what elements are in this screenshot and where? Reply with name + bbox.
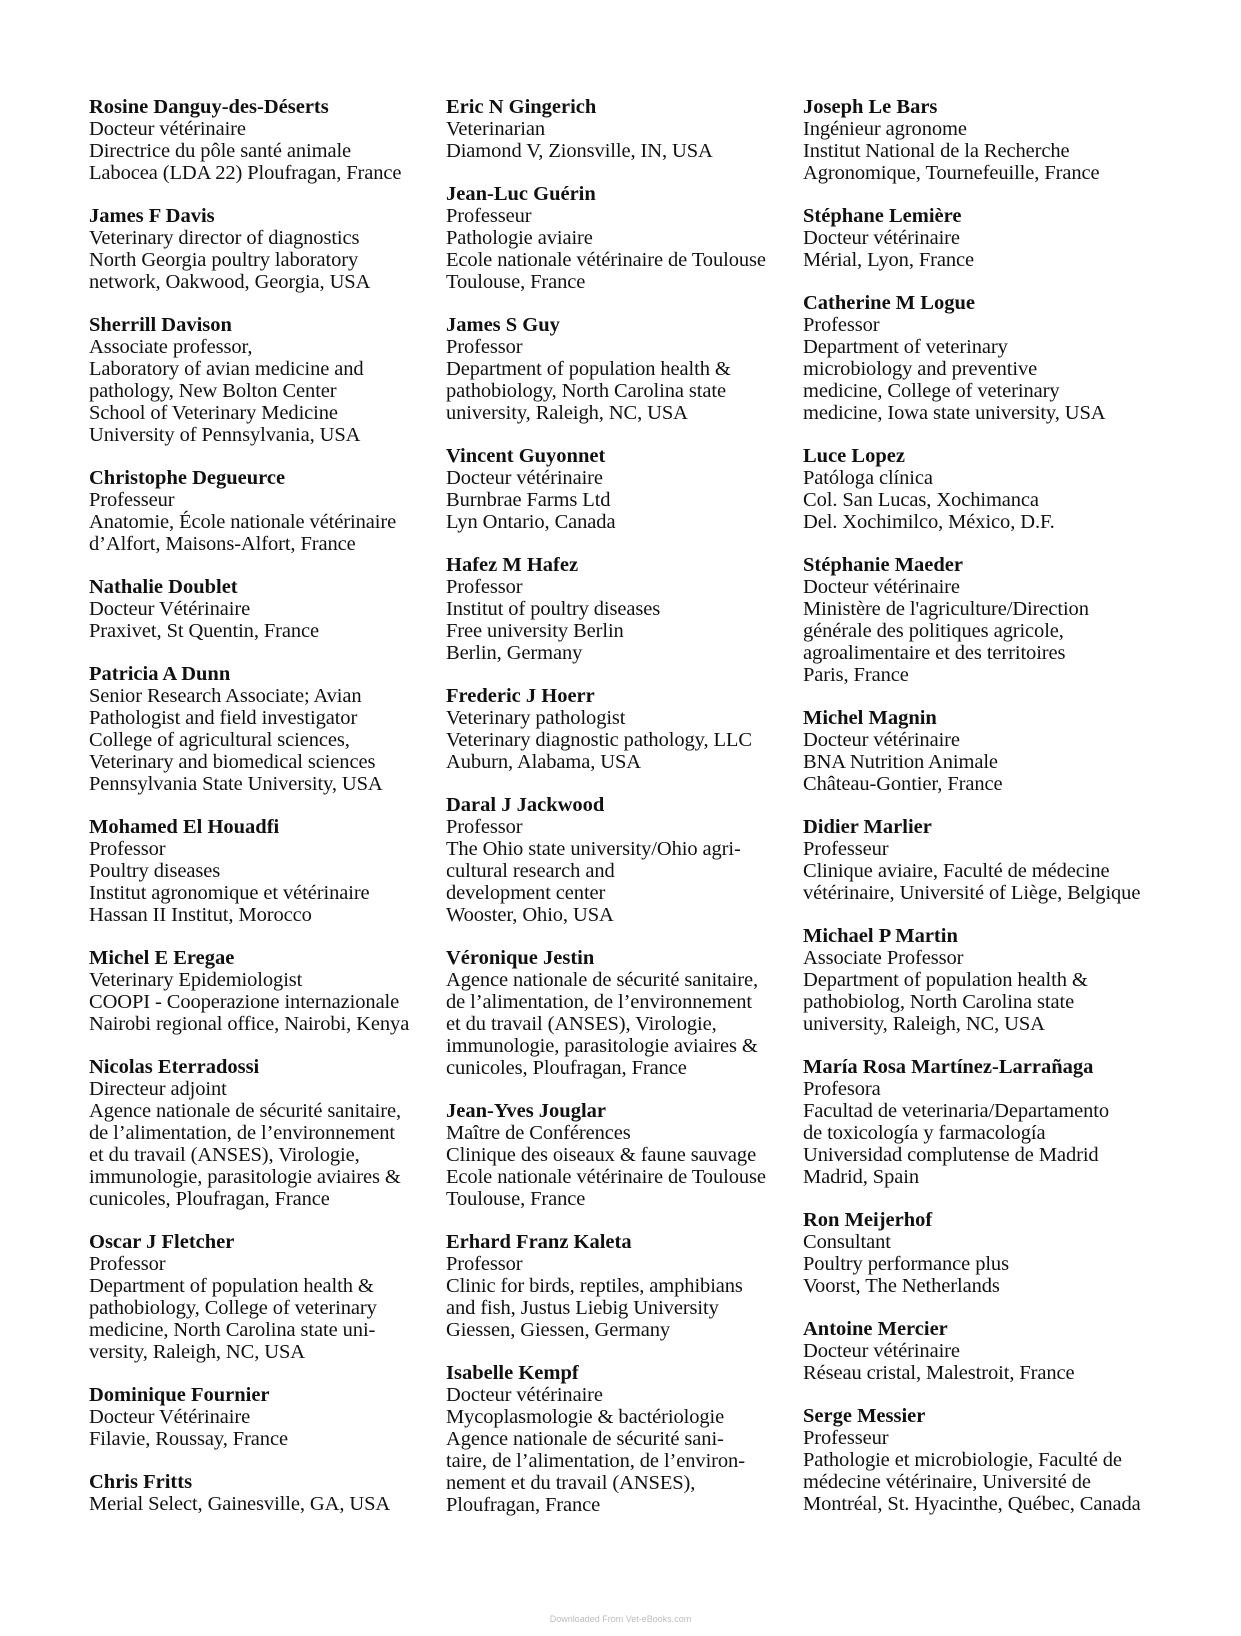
contributor-affiliation-line: Pathologist and field investigator [89,707,358,729]
contributor-name: Antoine Mercier [803,1318,948,1340]
contributor-affiliation-line: cunicoles, Ploufragan, France [446,1057,687,1079]
contributor-affiliation-line: microbiology and preventive [803,358,1038,380]
contributor-affiliation-line: de l’alimentation, de l’environnement [446,991,752,1013]
contributor-entry [89,1056,434,1210]
contributor-name: Michel Magnin [803,707,937,729]
contributor-affiliation-line: d’Alfort, Maisons-Alfort, France [89,533,356,555]
contributor-affiliation-line: agroalimentaire et des territoires [803,642,1066,664]
contributor-affiliation-line: Institut National de la Recherche [803,140,1070,162]
contributor-entry [89,816,434,926]
contributor-affiliation-line: Docteur vétérinaire [446,467,603,489]
contributor-affiliation-line: Facultad de veterinaria/Departamento [803,1100,1110,1122]
contributor-entry [446,685,791,773]
contributor-entry [803,707,1148,795]
contributor-name: Isabelle Kempf [446,1362,579,1384]
contributor-affiliation-line: Montréal, St. Hyacinthe, Québec, Canada [803,1493,1141,1515]
contributor-affiliation-line: Professeur [446,205,532,227]
contributor-name: James F Davis [89,205,215,227]
contributor-affiliation-line: Labocea (LDA 22) Ploufragan, France [89,162,402,184]
contributor-name: Erhard Franz Kaleta [446,1231,632,1253]
contributor-entry [446,794,791,926]
contributor-entry [446,183,791,293]
contributor-affiliation-line: Pathologie et microbiologie, Faculté de [803,1449,1122,1471]
contributor-affiliation-line: Consultant [803,1231,891,1253]
contributor-entry [89,205,434,293]
contributor-entry [89,467,434,555]
contributor-affiliation-line: Professor [803,314,880,336]
contributors-column-2 [446,96,791,1537]
contributor-affiliation-line: de l’alimentation, de l’environnement [89,1122,395,1144]
contributor-affiliation-line: Agence nationale de sécurité sanitaire, [89,1100,401,1122]
contributor-affiliation-line: Professor [89,1253,166,1275]
contributor-entry [89,663,434,795]
contributor-affiliation-line: taire, de l’alimentation, de l’environ- [446,1450,745,1472]
contributor-affiliation-line: Directrice du pôle santé animale [89,140,352,162]
contributor-affiliation-line: Ministère de l'agriculture/Direction [803,598,1089,620]
contributor-affiliation-line: Institut of poultry diseases [446,598,661,620]
contributor-affiliation-line: Docteur Vétérinaire [89,598,251,620]
contributor-entry [89,96,434,184]
contributor-name: Luce Lopez [803,445,905,467]
contributor-entry [803,925,1148,1035]
contributor-affiliation-line: Wooster, Ohio, USA [446,904,614,926]
contributor-affiliation-line: Réseau cristal, Malestroit, France [803,1362,1075,1384]
contributor-affiliation-line: School of Veterinary Medicine [89,402,338,424]
contributor-affiliation-line: Veterinary diagnostic pathology, LLC [446,729,752,751]
contributor-affiliation-line: pathology, New Bolton Center [89,380,337,402]
contributor-affiliation-line: Associate Professor [803,947,964,969]
contributor-affiliation-line: North Georgia poultry laboratory [89,249,359,271]
contributor-affiliation-line: network, Oakwood, Georgia, USA [89,271,371,293]
contributor-affiliation-line: Professor [89,838,166,860]
contributor-affiliation-line: Docteur vétérinaire [803,729,960,751]
contributor-affiliation-line: Del. Xochimilco, México, D.F. [803,511,1055,533]
contributor-affiliation-line: Auburn, Alabama, USA [446,751,642,773]
contributor-affiliation-line: Directeur adjoint [89,1078,227,1100]
contributor-affiliation-line: nement et du travail (ANSES), [446,1472,696,1494]
contributor-name: Véronique Jestin [446,947,595,969]
contributor-affiliation-line: Associate professor, [89,336,253,358]
contributor-affiliation-line: Department of population health & [803,969,1088,991]
contributor-entry [803,96,1148,184]
contributor-affiliation-line: Ingénieur agronome [803,118,967,140]
contributor-name: Oscar J Fletcher [89,1231,235,1253]
contributor-affiliation-line: Berlin, Germany [446,642,583,664]
contributor-affiliation-line: Docteur vétérinaire [89,118,246,140]
contributor-name: María Rosa Martínez-Larrañaga [803,1056,1094,1078]
contributor-entry [803,1209,1148,1297]
contributor-affiliation-line: et du travail (ANSES), Virologie, [89,1144,360,1166]
contributor-affiliation-line: Col. San Lucas, Xochimanca [803,489,1039,511]
contributor-affiliation-line: and fish, Justus Liebig University [446,1297,719,1319]
contributor-affiliation-line: immunologie, parasitologie aviaires & [446,1035,758,1057]
contributor-affiliation-line: Clinique des oiseaux & faune sauvage [446,1144,757,1166]
contributor-entry [89,1471,434,1515]
contributor-name: Christophe Degueurce [89,467,286,489]
contributor-name: Ron Meijerhof [803,1209,933,1231]
contributor-affiliation-line: Voorst, The Netherlands [803,1275,1000,1297]
contributor-affiliation-line: Pathologie aviaire [446,227,593,249]
contributor-name: Jean-Luc Guérin [446,183,596,205]
contributor-entry [803,1405,1148,1515]
contributor-name: Stéphane Lemière [803,205,962,227]
contributor-affiliation-line: Veterinary director of diagnostics [89,227,360,249]
contributor-entry [446,1231,791,1341]
contributor-name: Michel E Eregae [89,947,235,969]
contributor-name: Joseph Le Bars [803,96,938,118]
contributor-affiliation-line: versity, Raleigh, NC, USA [89,1341,305,1363]
contributor-name: Patricia A Dunn [89,663,231,685]
contributor-affiliation-line: Clinique aviaire, Faculté de médecine [803,860,1110,882]
contributor-affiliation-line: The Ohio state university/Ohio agri- [446,838,741,860]
contributor-affiliation-line: Professeur [803,1427,889,1449]
contributor-affiliation-line: Veterinary and biomedical sciences [89,751,376,773]
contributor-affiliation-line: Paris, France [803,664,909,686]
contributor-affiliation-line: Patóloga clínica [803,467,933,489]
contributor-affiliation-line: Free university Berlin [446,620,624,642]
contributor-affiliation-line: medicine, North Carolina state uni- [89,1319,376,1341]
contributor-affiliation-line: médecine vétérinaire, Université de [803,1471,1091,1493]
contributor-affiliation-line: Toulouse, France [446,1188,586,1210]
contributor-affiliation-line: Ploufragan, France [446,1494,601,1516]
contributor-entry [803,205,1148,271]
contributor-entry [89,314,434,446]
contributor-entry [89,947,434,1035]
contributor-affiliation-line: development center [446,882,606,904]
contributor-affiliation-line: Professeur [803,838,889,860]
contributor-entry [803,292,1148,424]
contributor-affiliation-line: Veterinary pathologist [446,707,626,729]
contributor-affiliation-line: Docteur vétérinaire [446,1384,603,1406]
contributor-affiliation-line: Diamond V, Zionsville, IN, USA [446,140,713,162]
contributor-affiliation-line: pathobiology, North Carolina state [446,380,726,402]
contributor-name: Catherine M Logue [803,292,975,314]
contributor-name: Stéphanie Maeder [803,554,963,576]
contributor-name: Jean-Yves Jouglar [446,1100,607,1122]
contributor-entry [446,947,791,1079]
contributor-name: Nathalie Doublet [89,576,238,598]
contributor-entry [446,1100,791,1210]
contributor-name: Eric N Gingerich [446,96,597,118]
contributor-affiliation-line: medicine, College of veterinary [803,380,1060,402]
contributor-affiliation-line: pathobiolog, North Carolina state [803,991,1075,1013]
contributor-affiliation-line: Ecole nationale vétérinaire de Toulouse [446,1166,766,1188]
contributor-affiliation-line: Laboratory of avian medicine and [89,358,364,380]
contributor-entry [803,816,1148,904]
contributor-affiliation-line: de toxicología y farmacología [803,1122,1046,1144]
contributor-affiliation-line: immunologie, parasitologie aviaires & [89,1166,401,1188]
contributor-affiliation-line: College of agricultural sciences, [89,729,350,751]
contributor-affiliation-line: Agence nationale de sécurité sanitaire, [446,969,758,991]
contributor-entry [803,1318,1148,1384]
contributor-affiliation-line: Senior Research Associate; Avian [89,685,362,707]
contributor-name: Mohamed El Houadfi [89,816,280,838]
contributor-name: Didier Marlier [803,816,932,838]
contributor-affiliation-line: medicine, Iowa state university, USA [803,402,1106,424]
contributor-affiliation-line: cultural research and [446,860,615,882]
contributor-affiliation-line: et du travail (ANSES), Virologie, [446,1013,717,1035]
contributor-affiliation-line: Praxivet, St Quentin, France [89,620,320,642]
contributor-name: Chris Fritts [89,1471,193,1493]
contributor-affiliation-line: générale des politiques agricole, [803,620,1064,642]
contributor-affiliation-line: Veterinary Epidemiologist [89,969,303,991]
contributor-affiliation-line: Docteur vétérinaire [803,227,960,249]
contributor-entry [803,445,1148,533]
contributor-affiliation-line: Profesora [803,1078,881,1100]
contributor-name: Dominique Fournier [89,1384,270,1406]
download-footer: Downloaded From Vet-eBooks.com [549,1614,692,1624]
contributor-affiliation-line: BNA Nutrition Animale [803,751,998,773]
contributor-affiliation-line: Pennsylvania State University, USA [89,773,383,795]
contributor-name: Vincent Guyonnet [446,445,606,467]
contributor-affiliation-line: Docteur vétérinaire [803,1340,960,1362]
contributor-affiliation-line: Professor [446,816,523,838]
contributor-affiliation-line: Agence nationale de sécurité sani- [446,1428,724,1450]
contributor-affiliation-line: Department of population health & [89,1275,374,1297]
contributor-affiliation-line: Professor [446,576,523,598]
contributor-affiliation-line: Merial Select, Gainesville, GA, USA [89,1493,391,1515]
contributor-affiliation-line: Hassan II Institut, Morocco [89,904,312,926]
contributor-affiliation-line: Giessen, Giessen, Germany [446,1319,671,1341]
contributor-affiliation-line: Professeur [89,489,175,511]
contributor-affiliation-line: Nairobi regional office, Nairobi, Kenya [89,1013,410,1035]
contributor-affiliation-line: Poultry performance plus [803,1253,1009,1275]
contributor-entry [89,1384,434,1450]
contributor-affiliation-line: Poultry diseases [89,860,221,882]
contributor-entry [446,1362,791,1516]
contributor-affiliation-line: Clinic for birds, reptiles, amphibians [446,1275,743,1297]
contributor-name: Nicolas Eterradossi [89,1056,260,1078]
contributor-affiliation-line: Department of veterinary [803,336,1008,358]
contributor-affiliation-line: Professor [446,336,523,358]
contributor-name: Frederic J Hoerr [446,685,595,707]
contributor-entry [803,554,1148,686]
contributor-affiliation-line: Château-Gontier, France [803,773,1003,795]
contributor-name: Hafez M Hafez [446,554,579,576]
contributor-affiliation-line: Maître de Conférences [446,1122,631,1144]
contributor-entry [89,1231,434,1363]
contributor-affiliation-line: pathobiology, College of veterinary [89,1297,377,1319]
contributor-affiliation-line: Docteur vétérinaire [803,576,960,598]
contributor-affiliation-line: Madrid, Spain [803,1166,919,1188]
contributor-affiliation-line: COOPI - Cooperazione internazionale [89,991,400,1013]
contributor-entry [446,554,791,664]
contributor-entry [803,1056,1148,1188]
contributor-affiliation-line: Professor [446,1253,523,1275]
contributor-affiliation-line: cunicoles, Ploufragan, France [89,1188,330,1210]
contributor-affiliation-line: university, Raleigh, NC, USA [446,402,688,424]
contributor-affiliation-line: Universidad complutense de Madrid [803,1144,1099,1166]
contributor-affiliation-line: Filavie, Roussay, France [89,1428,288,1450]
contributor-affiliation-line: university, Raleigh, NC, USA [803,1013,1045,1035]
contributor-affiliation-line: Mycoplasmologie & bactériologie [446,1406,725,1428]
contributor-name: Sherrill Davison [89,314,232,336]
contributor-affiliation-line: University of Pennsylvania, USA [89,424,361,446]
contributor-affiliation-line: Ecole nationale vétérinaire de Toulouse [446,249,766,271]
contributor-name: Rosine Danguy-des-Déserts [89,96,329,118]
contributor-name: James S Guy [446,314,560,336]
contributor-affiliation-line: Mérial, Lyon, France [803,249,975,271]
contributor-affiliation-line: Lyn Ontario, Canada [446,511,616,533]
contributor-entry [446,96,791,162]
contributor-affiliation-line: Agronomique, Tournefeuille, France [803,162,1100,184]
contributors-column-3 [803,96,1148,1536]
contributors-column-1 [89,96,434,1536]
contributor-name: Michael P Martin [803,925,958,947]
contributor-affiliation-line: Toulouse, France [446,271,586,293]
contributor-affiliation-line: Anatomie, École nationale vétérinaire [89,511,397,533]
contributor-affiliation-line: Department of population health & [446,358,731,380]
contributor-entry [446,445,791,533]
contributor-entry [89,576,434,642]
contributor-affiliation-line: vétérinaire, Université of Liège, Belgique [803,882,1141,904]
contributor-affiliation-line: Burnbrae Farms Ltd [446,489,611,511]
contributor-affiliation-line: Institut agronomique et vétérinaire [89,882,370,904]
contributor-affiliation-line: Docteur Vétérinaire [89,1406,251,1428]
contributor-name: Daral J Jackwood [446,794,605,816]
contributor-name: Serge Messier [803,1405,926,1427]
contributor-entry [446,314,791,424]
contributor-affiliation-line: Veterinarian [446,118,545,140]
